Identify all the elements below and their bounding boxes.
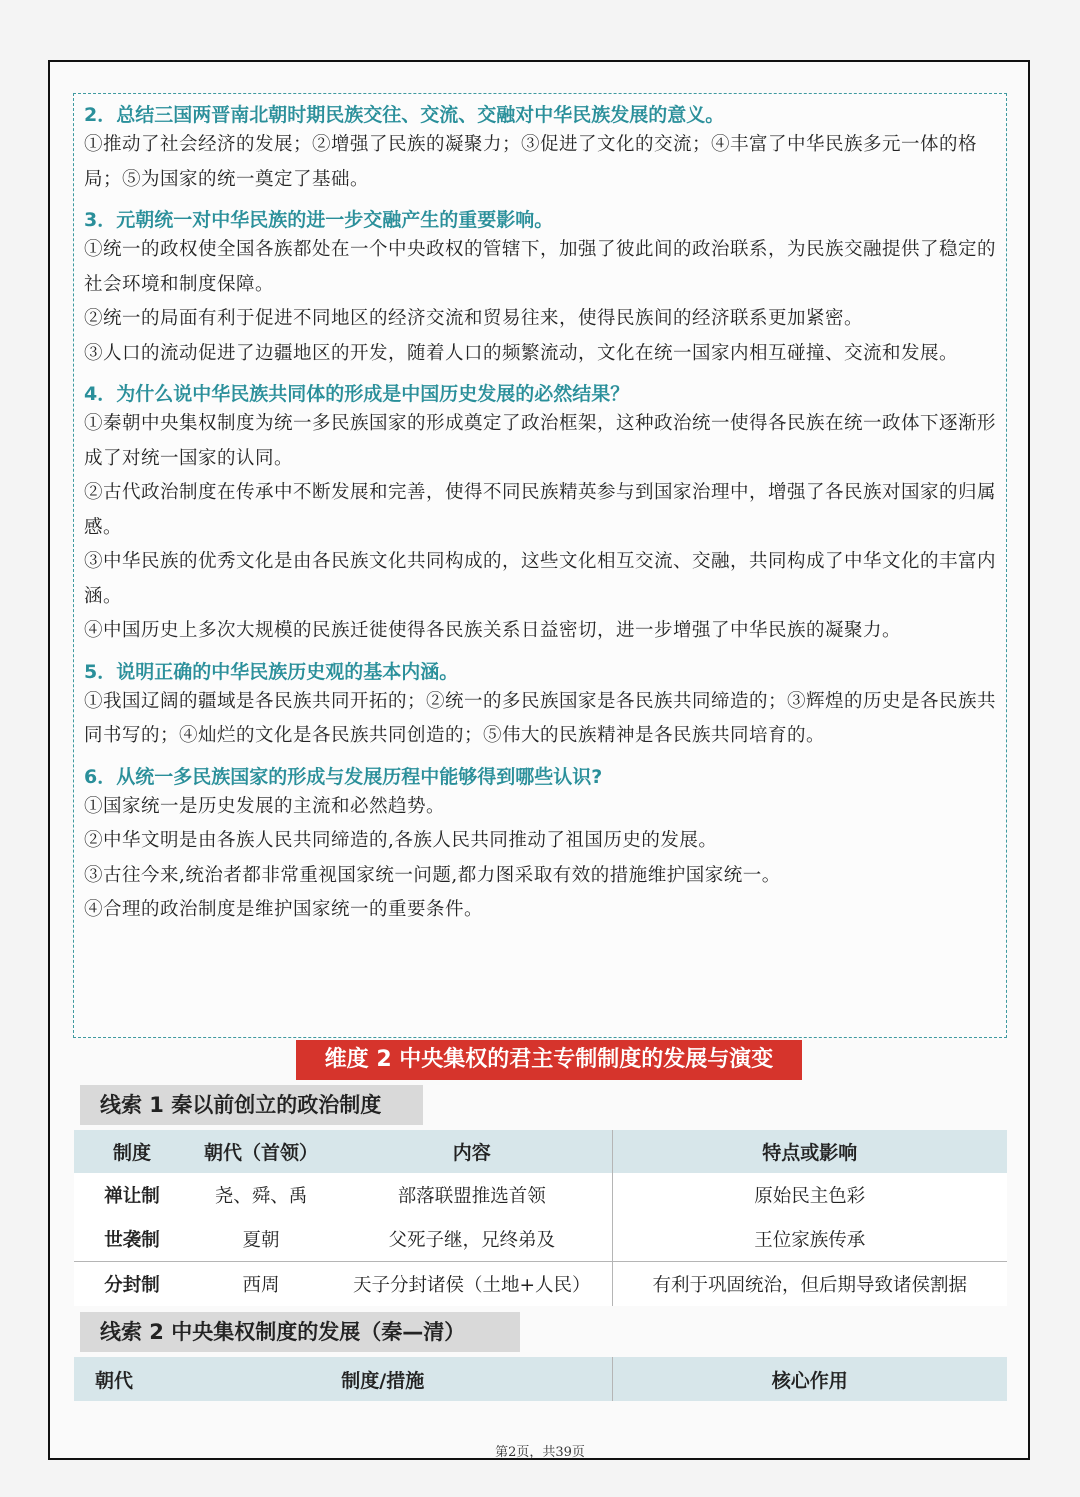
- question-4-answer-4: ④中国历史上多次大规模的民族迁徙使得各民族关系日益密切，进一步增强了中华民族的凝聚力。: [84, 620, 902, 641]
- cell-system: 分封制: [74, 1262, 190, 1307]
- question-6-title: 6．从统一多民族国家的形成与发展历程中能够得到哪些认识?: [84, 765, 603, 788]
- table-header-row: [74, 1357, 1007, 1401]
- qa-section: [73, 93, 1007, 1038]
- question-4-title: 4．为什么说中华民族共同体的形成是中国历史发展的必然结果？: [84, 383, 630, 405]
- cell-dynasty: 尧、舜、禹: [190, 1173, 332, 1217]
- cell-impact: 有利于巩固统治，但后期导致诸侯割据: [612, 1262, 1007, 1307]
- question-3-answer-1: ①统一的政权使全国各族都处在一个中央政权的管辖下，加强了彼此间的政治联系，为民族交融提供了稳定的社会环境和制度保障。: [84, 239, 997, 295]
- question-6-answer-4: ④合理的政治制度是维护国家统一的重要条件。: [84, 899, 484, 920]
- political-systems-table: [74, 1130, 1007, 1306]
- question-3-title: 3．元朝统一对中华民族的进一步交融产生的重要影响。: [84, 209, 554, 231]
- clue-1-heading: 线索 1 秦以前创立的政治制度: [80, 1085, 423, 1125]
- table-row: [74, 1262, 1007, 1307]
- cell-content: 父死子继，兄终弟及: [332, 1217, 612, 1262]
- question-6-answer-2: ②中华文明是由各族人民共同缔造的,各族人民共同推动了祖国历史的发展。: [84, 830, 718, 851]
- cell-dynasty: 西周: [190, 1262, 332, 1307]
- header-system: 制度: [74, 1130, 190, 1173]
- header-content: 内容: [332, 1130, 612, 1173]
- cell-impact: 王位家族传承: [612, 1217, 1007, 1262]
- table-row: [74, 1173, 1007, 1217]
- centralization-table: [74, 1357, 1007, 1401]
- cell-content: 天子分封诸侯（土地+人民）: [332, 1262, 612, 1307]
- header-measures: 制度/措施: [154, 1357, 612, 1401]
- question-6-answer-1: ①国家统一是历史发展的主流和必然趋势。: [84, 795, 446, 817]
- question-3-answer-3: ③人口的流动促进了边疆地区的开发，随着人口的频繁流动，文化在统一国家内相互碰撞、交流和发展。: [84, 342, 959, 364]
- cell-system: 世袭制: [74, 1217, 190, 1262]
- header-impact: 特点或影响: [612, 1130, 1007, 1173]
- question-4-answer-3: ③中华民族的优秀文化是由各民族文化共同构成的，这些文化相互交流、交融，共同构成了中华文化的丰富内涵。: [84, 551, 997, 607]
- question-5-answer: ①我国辽阔的疆域是各民族共同开拓的；②统一的多民族国家是各民族共同缔造的；③辉煌的历史是各民族共同书写的；④灿烂的文化是各民族共同创造的；⑤伟大的民族精神是各民族共同培育的。: [84, 690, 997, 746]
- clue-2-heading: 线索 2 中央集权制度的发展（秦—清）: [80, 1312, 520, 1352]
- dimension-banner: 维度 2 中央集权的君主专制制度的发展与演变: [296, 1040, 802, 1080]
- question-6-answer-3: ③古往今来,统治者都非常重视国家统一问题,都力图采取有效的措施维护国家统一。: [84, 864, 781, 886]
- question-3-answer-2: ②统一的局面有利于促进不同地区的经济交流和贸易往来，使得民族间的经济联系更加紧密。: [84, 308, 864, 329]
- table-row: [74, 1217, 1007, 1262]
- cell-impact: 原始民主色彩: [612, 1173, 1007, 1217]
- cell-dynasty: 夏朝: [190, 1217, 332, 1262]
- question-2-title: 2．总结三国两晋南北朝时期民族交往、交流、交融对中华民族发展的意义。: [84, 104, 725, 126]
- cell-system: 禅让制: [74, 1173, 190, 1217]
- header-core-role: 核心作用: [612, 1357, 1007, 1401]
- cell-content: 部落联盟推选首领: [332, 1173, 612, 1217]
- header-dynasty: 朝代: [74, 1357, 154, 1401]
- question-5-title: 5．说明正确的中华民族历史观的基本内涵。: [84, 660, 459, 683]
- question-2-answer: ①推动了社会经济的发展；②增强了民族的凝聚力；③促进了文化的交流；④丰富了中华民族多元一体的格局；⑤为国家的统一奠定了基础。: [84, 134, 978, 190]
- page-footer: 第2页，共39页: [495, 1445, 585, 1460]
- table-header-row: [74, 1130, 1007, 1173]
- header-dynasty: 朝代（首领）: [190, 1130, 332, 1173]
- question-4-answer-2: ②古代政治制度在传承中不断发展和完善，使得不同民族精英参与到国家治理中，增强了各民族对国家的归属感。: [84, 482, 997, 538]
- question-4-answer-1: ①秦朝中央集权制度为统一多民族国家的形成奠定了政治框架，这种政治统一使得各民族在统一政体下逐渐形成了对统一国家的认同。: [84, 413, 997, 469]
